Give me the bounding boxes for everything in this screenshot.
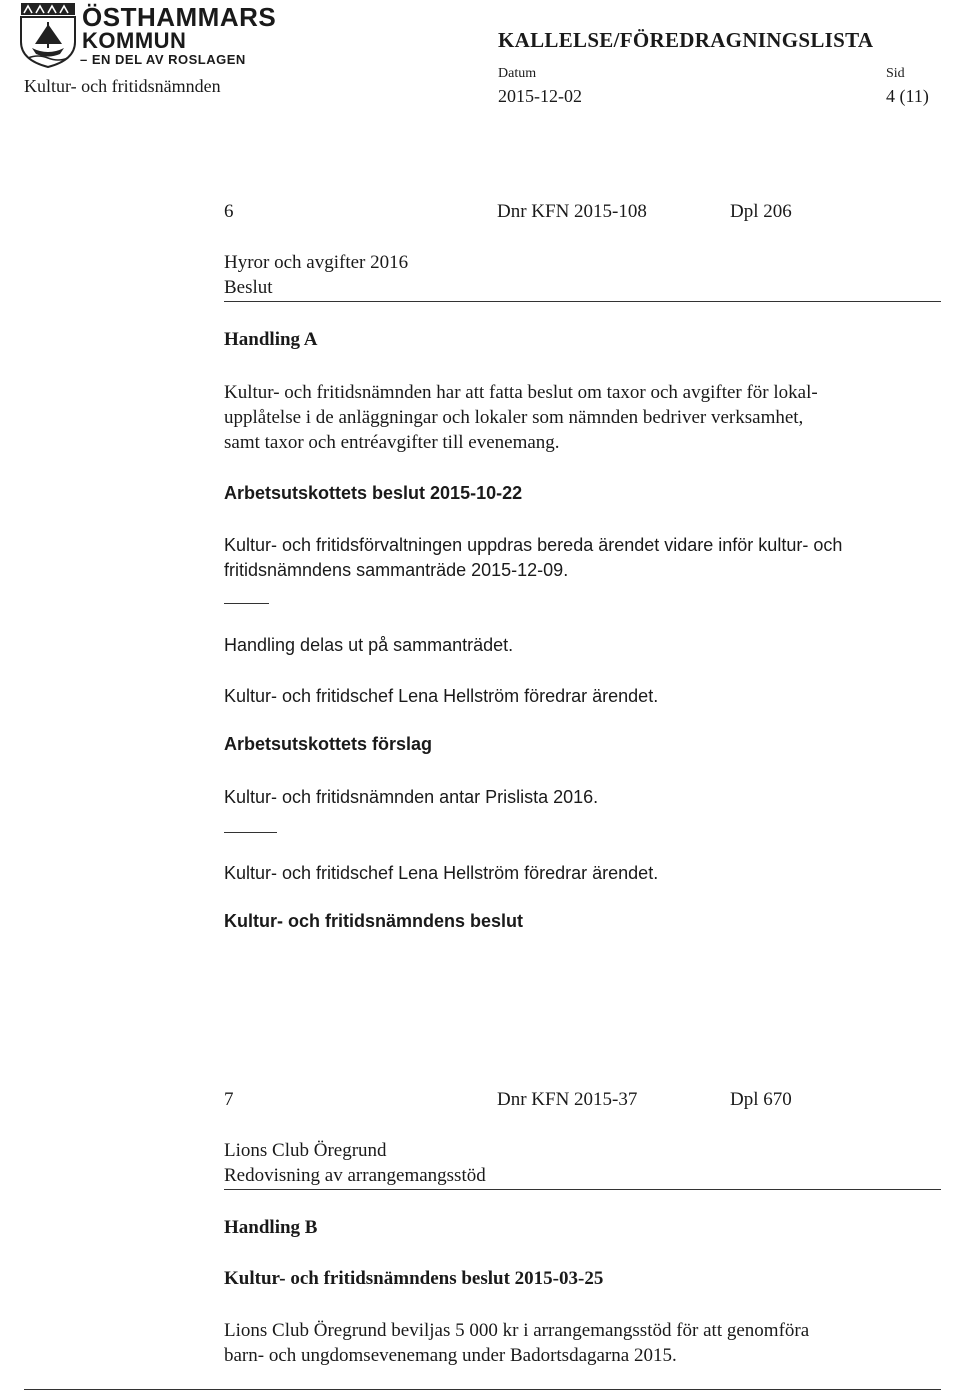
- separator-dash: [224, 603, 269, 604]
- logo-text-line1: ÖSTHAMMARS: [82, 2, 277, 32]
- item6-au-beslut-heading: Arbetsutskottets beslut 2015-10-22: [224, 483, 523, 503]
- item6-dnr: Dnr KFN 2015-108: [497, 201, 647, 222]
- item7-decision-line2: barn- och ungdomsevenemang under Badortsdagarna 2015.: [224, 1345, 677, 1366]
- item6-handling-note: Handling delas ut på sammanträdet.: [224, 635, 514, 655]
- item7-dpl: Dpl 670: [730, 1089, 792, 1110]
- item7-dnr: Dnr KFN 2015-37: [497, 1089, 638, 1110]
- item6-dpl: Dpl 206: [730, 201, 792, 222]
- item6-title: Hyror och avgifter 2016: [224, 252, 409, 273]
- item6-number: 6: [224, 201, 234, 222]
- municipality-logo: [20, 2, 277, 72]
- item7-subtitle: Redovisning av arrangemangsstöd: [224, 1165, 486, 1186]
- item7-decision-heading: Kultur- och fritidsnämndens beslut 2015-03-25: [224, 1268, 604, 1289]
- item6-au-beslut-line2: fritidsnämndens sammanträde 2015-12-09.: [224, 560, 569, 580]
- separator-dash: [224, 832, 277, 833]
- item6-au-beslut-line1: Kultur- och fritidsförvaltningen uppdras bereda ärendet vidare inför kultur- och: [224, 535, 843, 555]
- item7-title: Lions Club Öregrund: [224, 1140, 387, 1161]
- department-name: Kultur- och fritidsnämnden: [24, 76, 221, 96]
- item6-title-rule: [224, 301, 941, 302]
- date-value: 2015-12-02: [498, 86, 582, 106]
- coat-of-arms-icon: [20, 2, 76, 68]
- date-label: Datum: [498, 66, 537, 81]
- logo-text-line3: – EN DEL AV ROSLAGEN: [80, 52, 246, 67]
- item6-presenter2: Kultur- och fritidschef Lena Hellström föredrar ärendet.: [224, 863, 659, 883]
- item6-presenter1: Kultur- och fritidschef Lena Hellström föredrar ärendet.: [224, 686, 659, 706]
- item6-au-forslag-heading: Arbetsutskottets förslag: [224, 734, 433, 754]
- item6-intro-line1: Kultur- och fritidsnämnden har att fatta beslut om taxor och avgifter för lokal-: [224, 382, 818, 403]
- item7-title-rule: [224, 1189, 941, 1190]
- item6-intro-line3: samt taxor och entréavgifter till evenemang.: [224, 432, 560, 453]
- item7-handling: Handling B: [224, 1217, 318, 1238]
- item6-au-forslag-text: Kultur- och fritidsnämnden antar Prislista 2016.: [224, 787, 599, 807]
- item6-decision-heading: Kultur- och fritidsnämndens beslut: [224, 911, 524, 931]
- item7-decision-line1: Lions Club Öregrund beviljas 5 000 kr i arrangemangsstöd för att genomföra: [224, 1320, 810, 1341]
- item6-handling: Handling A: [224, 329, 318, 350]
- item6-subtitle: Beslut: [224, 277, 273, 298]
- page-value: 4 (11): [886, 86, 929, 106]
- page-bottom-rule: [24, 1389, 941, 1390]
- page-label: Sid: [886, 66, 905, 81]
- logo-text-line2: KOMMUN: [82, 28, 187, 53]
- item7-number: 7: [224, 1089, 234, 1110]
- item6-intro-line2: upplåtelse i de anläggningar och lokaler som nämnden bedriver verksamhet,: [224, 407, 804, 428]
- document-type: KALLELSE/FÖREDRAGNINGSLISTA: [498, 28, 874, 52]
